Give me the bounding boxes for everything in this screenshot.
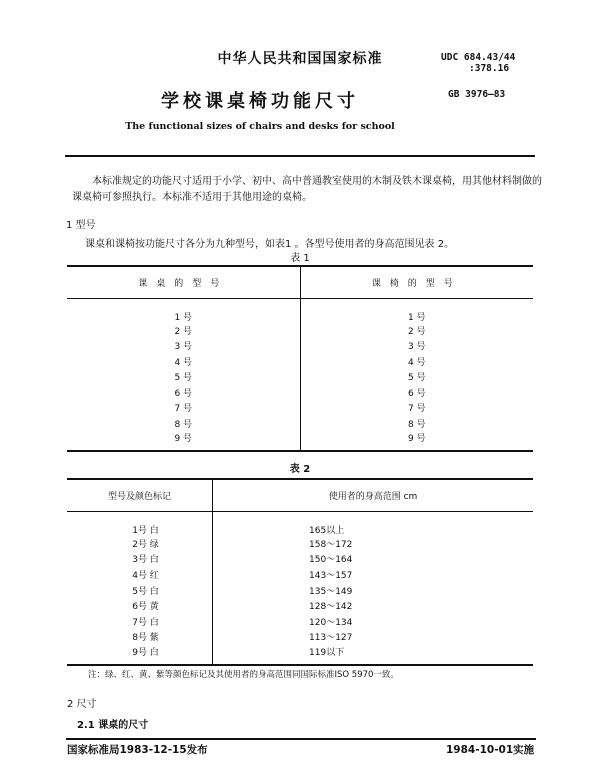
chair-model-cell: 6 号: [300, 385, 533, 401]
standard-title: 中华人民共和国国家标准: [217, 51, 383, 67]
table-2-caption: 表 2: [289, 464, 311, 475]
table-1: [67, 265, 533, 452]
table-row: [67, 416, 533, 432]
desk-model-cell: 9 号: [67, 431, 300, 451]
chair-model-cell: 8 号: [300, 416, 533, 432]
table-row: [67, 582, 533, 598]
table-header-row: [67, 266, 533, 298]
height-range-cell: 158～172: [213, 536, 533, 552]
document-title-english: The functional sizes of chairs and desks for school: [125, 121, 395, 132]
table-row: [67, 298, 533, 323]
height-range-cell: 119以下: [213, 645, 533, 665]
table-row: [67, 613, 533, 629]
table-row: [67, 431, 533, 451]
chair-model-cell: 3 号: [300, 338, 533, 354]
table-row: [67, 536, 533, 552]
gb-number: GB 3976—83: [448, 89, 506, 100]
table-row: [67, 511, 533, 536]
desk-model-cell: 5 号: [174, 373, 193, 384]
table-1-header-desk: 课桌的型号: [67, 266, 300, 298]
height-range-cell: 135～149: [213, 582, 533, 598]
chair-model-cell: 9 号: [300, 431, 533, 451]
table-1-header-chair: 课椅的型号: [300, 266, 533, 298]
table-row: [67, 354, 533, 370]
table-row: [67, 338, 533, 354]
model-color-cell: 5号 白: [132, 586, 159, 597]
table-row: [67, 385, 533, 401]
footer-divider: [66, 738, 536, 740]
section-1-body: 课桌和课椅按功能尺寸各分为九种型号，如表1 。各型号使用者的身高范围见表 2。: [85, 239, 455, 250]
table-header-row: [67, 479, 533, 511]
table-2-header-height-range: 使用者的身高范围 cm: [213, 479, 533, 511]
model-color-cell: 2号 绿: [132, 539, 159, 550]
model-color-cell: 3号 白: [132, 555, 159, 566]
model-color-cell: 4号 红: [132, 570, 159, 581]
table-row: [67, 629, 533, 645]
table-note: 注：绿、红、黄、紫等颜色标记及其使用者的身高范围同国际标准ISO 5970一致。: [88, 670, 399, 680]
table-row: [67, 369, 533, 385]
chair-model-cell: 5 号: [300, 369, 533, 385]
desk-model-cell: 1 号: [174, 312, 193, 323]
table-row: [67, 323, 533, 339]
udc-line-1: UDC 684.43/44: [441, 52, 516, 63]
intro-paragraph: 本标准规定的功能尺寸适用于小学、初中、高中普通教室使用的木制及铁木课桌椅，用其他材料制做的课桌椅可参照执行。本标准不适用于其他用途的桌椅。: [72, 176, 542, 203]
desk-model-cell: 4 号: [174, 357, 193, 368]
header-divider: [65, 155, 535, 157]
model-color-cell: 8号 紫: [132, 633, 159, 644]
desk-model-cell: 2 号: [174, 326, 193, 337]
chair-model-cell: 2 号: [300, 323, 533, 339]
height-range-cell: 143～157: [213, 567, 533, 583]
desk-model-cell: 3 号: [174, 342, 193, 353]
height-range-cell: 150～164: [213, 551, 533, 567]
effective-date: 1984-10-01实施: [446, 744, 535, 756]
section-1-heading: 1 型号: [66, 220, 96, 231]
height-range-cell: 165以上: [213, 511, 533, 536]
table-row: [67, 400, 533, 416]
udc-code: [441, 52, 515, 74]
height-range-cell: 128～142: [213, 598, 533, 614]
desk-model-cell: 8 号: [174, 419, 193, 430]
table-row: [67, 598, 533, 614]
table-2: [67, 478, 533, 666]
document-title-chinese: 学校课桌椅功能尺寸: [161, 91, 359, 112]
model-color-cell: 1号 白: [132, 525, 159, 536]
chair-model-cell: 1 号: [300, 298, 533, 323]
height-range-cell: 120～134: [213, 613, 533, 629]
height-range-cell: 113～127: [213, 629, 533, 645]
table-1-caption: 表 1: [290, 253, 310, 264]
model-color-cell: 6号 黄: [132, 602, 159, 613]
table-row: [67, 551, 533, 567]
table-row: [67, 645, 533, 665]
issue-date: 国家标准局1983-12-15发布: [67, 744, 208, 756]
model-color-cell: 7号 白: [132, 617, 159, 628]
udc-line-2: :378.16: [469, 63, 510, 74]
model-color-cell: 9号 白: [67, 645, 213, 665]
chair-model-cell: 7 号: [300, 400, 533, 416]
chair-model-cell: 4 号: [300, 354, 533, 370]
desk-model-cell: 7 号: [174, 404, 193, 415]
desk-model-cell: 6 号: [174, 388, 193, 399]
section-2-heading: 2 尺寸: [67, 699, 97, 710]
table-2-header-model-color: 型号及颜色标记: [67, 479, 213, 511]
section-2-1-heading: 2.1 课桌的尺寸: [77, 720, 149, 731]
table-row: [67, 567, 533, 583]
